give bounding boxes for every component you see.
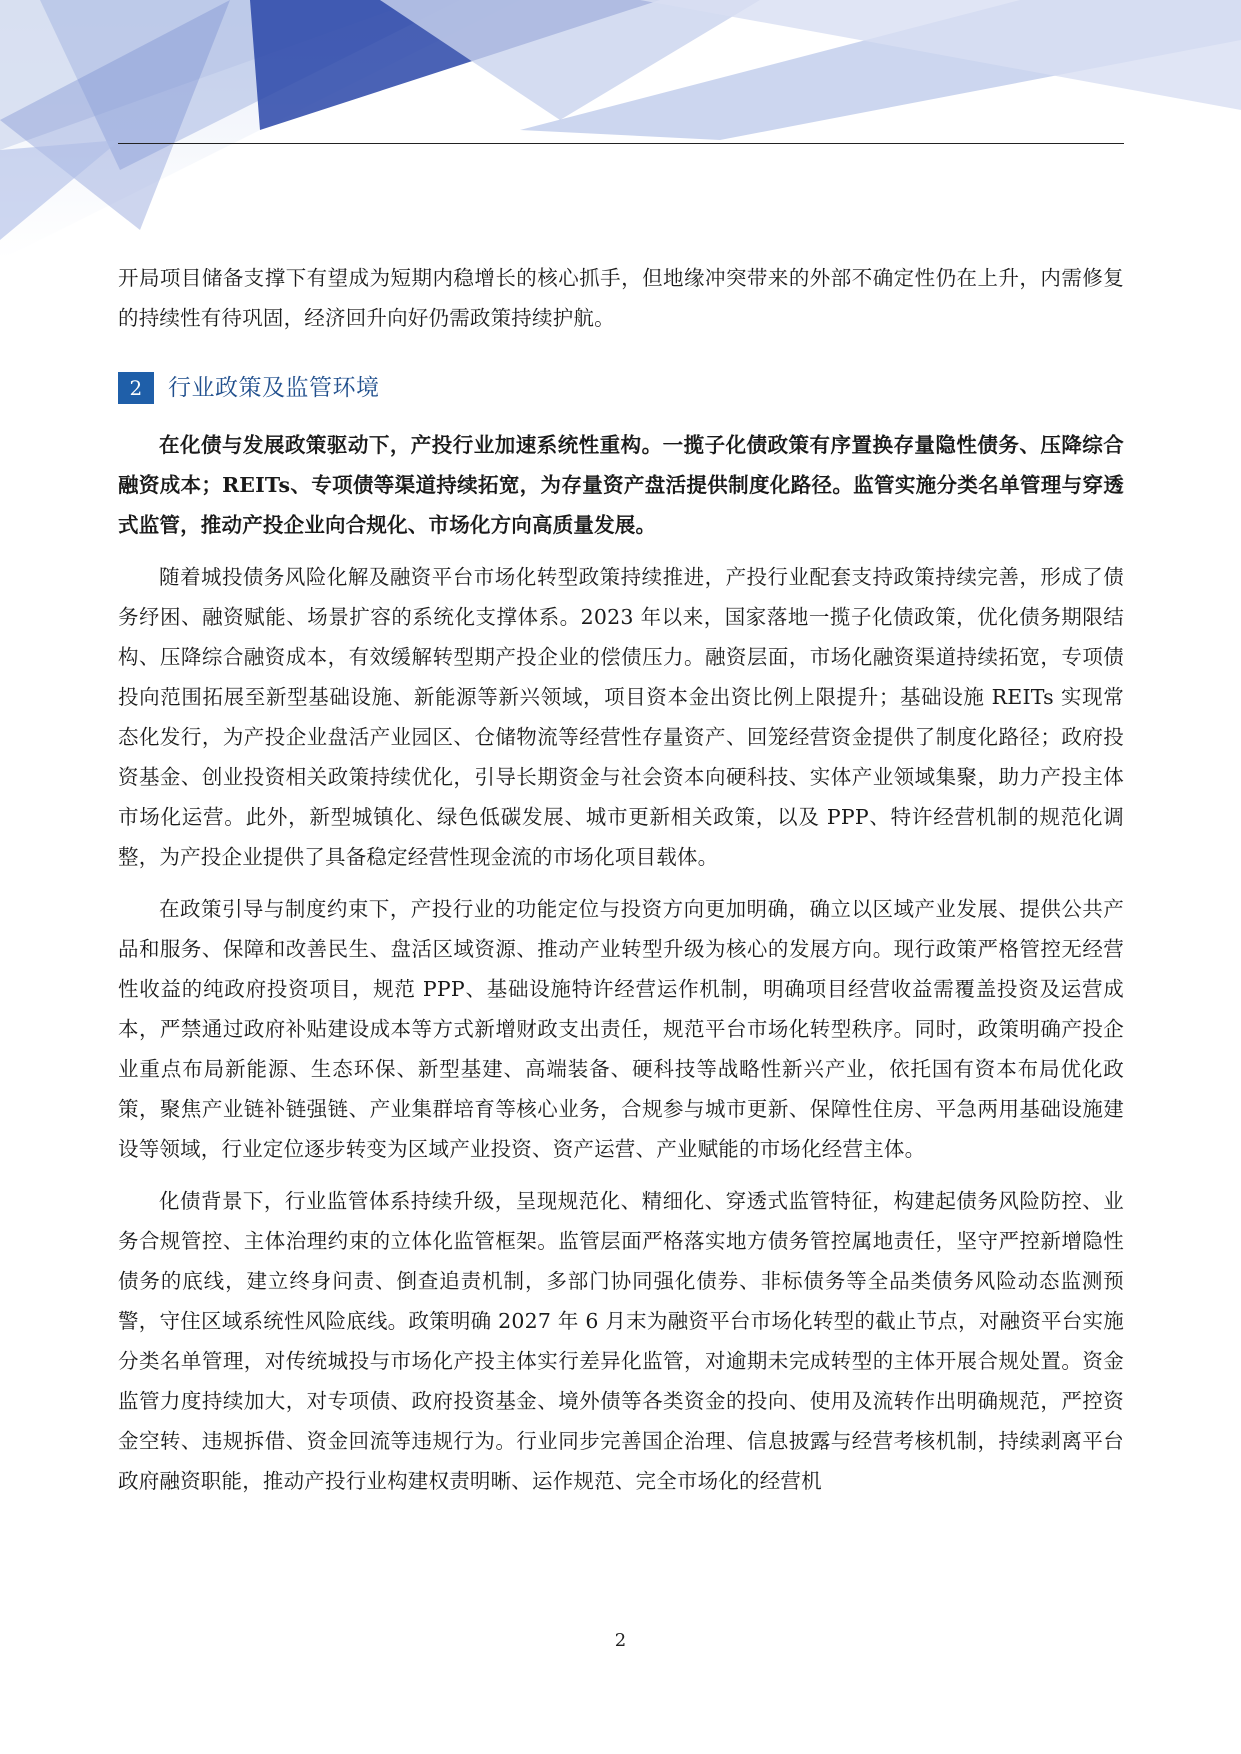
- document-body: [118, 258, 1124, 1513]
- body-paragraph-3: 化债背景下，行业监管体系持续升级，呈现规范化、精细化、穿透式监管特征，构建起债务风险防控、业务合规管控、主体治理约束的立体化监管框架。监管层面严格落实地方债务管控属地责任，坚守严控新增隐性债务的底线，建立终身问责、倒查追责机制，多部门协同强化债券、非标债务等全品类债务风险动态监测预警，守住区域系统性风险底线。政策明确 2027 年 6 月末为融资平台市场化转型的截止节点，对融资平台实施分类名单管理，对传统城投与市场化产投主体实行差异化监管，对逾期未完成转型的主体开展合规处置。资金监管力度持续加大，对专项债、政府投资基金、境外债等各类资金的投向、使用及流转作出明确规范，严控资金空转、违规拆借、资金回流等违规行为。行业同步完善国企治理、信息披露与经营考核机制，持续剥离平台政府融资职能，推动产投行业构建权责明晰、运作规范、完全市场化的经营机: [118, 1189, 1124, 1493]
- intro-paragraph: 开局项目储备支撑下有望成为短期内稳增长的核心抓手，但地缘冲突带来的外部不确定性仍在上升，内需修复的持续性有待巩固，经济回升向好仍需政策持续护航。: [118, 266, 1124, 330]
- section-title: 行业政策及监管环境: [168, 375, 380, 401]
- body-paragraph-1: 随着城投债务风险化解及融资平台市场化转型政策持续推进，产投行业配套支持政策持续完善，形成了债务纾困、融资赋能、场景扩容的系统化支撑体系。2023 年以来，国家落地一揽子化债政策，优化债务期限结构、压降综合融资成本，有效缓解转型期产投企业的偿债压力。融资层面，市场化融资渠道持续拓宽，专项债投向范围拓展至新型基础设施、新能源等新兴领域，项目资本金出资比例上限提升；基础设施 REITs 实现常态化发行，为产投企业盘活产业园区、仓储物流等经营性存量资产、回笼经营资金提供了制度化路径；政府投资基金、创业投资相关政策持续优化，引导长期资金与社会资本向硬科技、实体产业领域集聚，助力产投主体市场化运营。此外，新型城镇化、绿色低碳发展、城市更新相关政策，以及 PPP、特许经营机制的规范化调整，为产投企业提供了具备稳定经营性现金流的市场化项目载体。: [118, 565, 1124, 869]
- section-number-badge: 2: [118, 372, 154, 404]
- section-heading: [118, 371, 1124, 405]
- page-number: 2: [614, 1630, 627, 1651]
- header-decoration: [0, 0, 1241, 260]
- body-paragraph-2: 在政策引导与制度约束下，产投行业的功能定位与投资方向更加明确，确立以区域产业发展、提供公共产品和服务、保障和改善民生、盘活区域资源、推动产业转型升级为核心的发展方向。现行政策严格管控无经营性收益的纯政府投资项目，规范 PPP、基础设施特许经营运作机制，明确项目经营收益需覆盖投资及运营成本，严禁通过政府补贴建设成本等方式新增财政支出责任，规范平台市场化转型秩序。同时，政策明确产投企业重点布局新能源、生态环保、新型基建、高端装备、硬科技等战略性新兴产业，依托国有资本布局优化政策，聚焦产业链补链强链、产业集群培育等核心业务，合规参与城市更新、保障性住房、平急两用基础设施建设等领域，行业定位逐步转变为区域产业投资、资产运营、产业赋能的市场化经营主体。: [118, 897, 1124, 1161]
- section-summary: 在化债与发展政策驱动下，产投行业加速系统性重构。一揽子化债政策有序置换存量隐性债务、压降综合融资成本；REITs、专项债等渠道持续拓宽，为存量资产盘活提供制度化路径。监管实施分类名单管理与穿透式监管，推动产投企业向合规化、市场化方向高质量发展。: [118, 433, 1124, 537]
- header-rule: [118, 143, 1124, 144]
